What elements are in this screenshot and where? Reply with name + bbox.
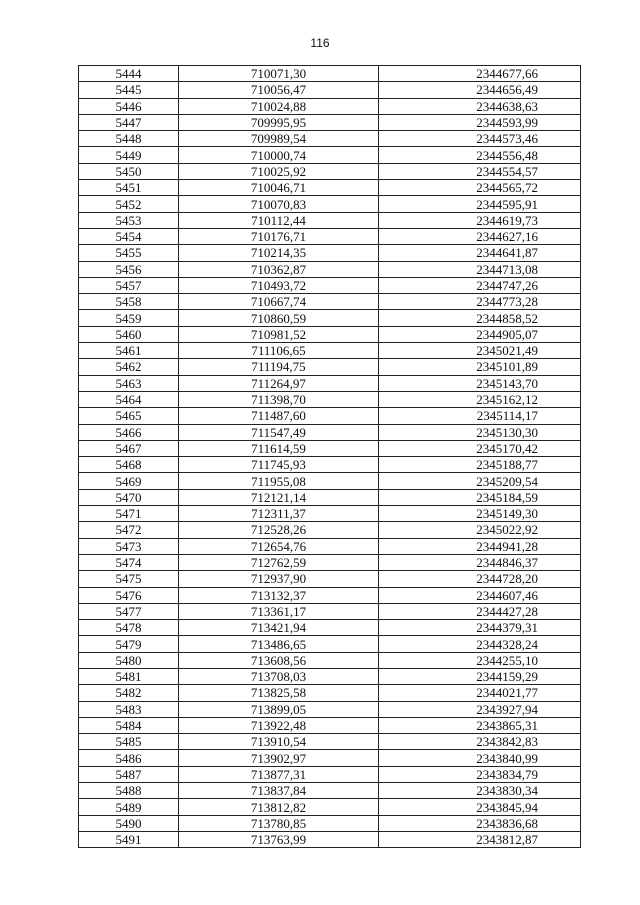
x-coordinate-cell: 712121,14 (179, 489, 379, 505)
x-coordinate-cell: 712654,76 (179, 538, 379, 554)
point-number-cell: 5461 (79, 343, 179, 359)
point-number-cell: 5462 (79, 359, 179, 375)
table-row (79, 98, 581, 114)
x-coordinate-cell: 711487,60 (179, 408, 379, 424)
x-coordinate-cell: 713763,99 (179, 831, 379, 847)
x-coordinate-cell: 713837,84 (179, 783, 379, 799)
y-coordinate-cell: 2345184,59 (379, 489, 581, 505)
point-number-cell: 5467 (79, 440, 179, 456)
point-number-cell: 5447 (79, 114, 179, 130)
x-coordinate-cell: 710070,83 (179, 196, 379, 212)
point-number-cell: 5487 (79, 766, 179, 782)
y-coordinate-cell: 2344427,28 (379, 603, 581, 619)
x-coordinate-cell: 709989,54 (179, 131, 379, 147)
point-number-cell: 5451 (79, 180, 179, 196)
point-number-cell: 5477 (79, 603, 179, 619)
point-number-cell: 5472 (79, 522, 179, 538)
y-coordinate-cell: 2345188,77 (379, 457, 581, 473)
x-coordinate-cell: 711398,70 (179, 391, 379, 407)
point-number-cell: 5478 (79, 620, 179, 636)
x-coordinate-cell: 710981,52 (179, 326, 379, 342)
y-coordinate-cell: 2345130,30 (379, 424, 581, 440)
table-row (79, 163, 581, 179)
y-coordinate-cell: 2343836,68 (379, 815, 581, 831)
point-number-cell: 5463 (79, 375, 179, 391)
table-row (79, 277, 581, 293)
x-coordinate-cell: 713899,05 (179, 701, 379, 717)
y-coordinate-cell: 2345143,70 (379, 375, 581, 391)
x-coordinate-cell: 711106,65 (179, 343, 379, 359)
point-number-cell: 5460 (79, 326, 179, 342)
y-coordinate-cell: 2343834,79 (379, 766, 581, 782)
point-number-cell: 5470 (79, 489, 179, 505)
point-number-cell: 5468 (79, 457, 179, 473)
table-row (79, 620, 581, 636)
x-coordinate-cell: 710214,35 (179, 245, 379, 261)
point-number-cell: 5491 (79, 831, 179, 847)
table-row (79, 783, 581, 799)
table-row (79, 457, 581, 473)
y-coordinate-cell: 2344656,49 (379, 82, 581, 98)
point-number-cell: 5474 (79, 554, 179, 570)
table-row (79, 489, 581, 505)
x-coordinate-cell: 710000,74 (179, 147, 379, 163)
x-coordinate-cell: 710112,44 (179, 212, 379, 228)
point-number-cell: 5469 (79, 473, 179, 489)
point-number-cell: 5458 (79, 294, 179, 310)
table-row (79, 294, 581, 310)
point-number-cell: 5444 (79, 66, 179, 82)
x-coordinate-cell: 710024,88 (179, 98, 379, 114)
table-row (79, 424, 581, 440)
y-coordinate-cell: 2343865,31 (379, 717, 581, 733)
x-coordinate-cell: 711194,75 (179, 359, 379, 375)
point-number-cell: 5449 (79, 147, 179, 163)
y-coordinate-cell: 2344619,73 (379, 212, 581, 228)
y-coordinate-cell: 2344255,10 (379, 652, 581, 668)
y-coordinate-cell: 2345021,49 (379, 343, 581, 359)
point-number-cell: 5453 (79, 212, 179, 228)
table-row (79, 554, 581, 570)
point-number-cell: 5479 (79, 636, 179, 652)
table-row (79, 685, 581, 701)
y-coordinate-cell: 2344379,31 (379, 620, 581, 636)
x-coordinate-cell: 713361,17 (179, 603, 379, 619)
x-coordinate-cell: 711745,93 (179, 457, 379, 473)
x-coordinate-cell: 713421,94 (179, 620, 379, 636)
x-coordinate-cell: 712937,90 (179, 571, 379, 587)
table-row (79, 82, 581, 98)
y-coordinate-cell: 2345170,42 (379, 440, 581, 456)
table-row (79, 326, 581, 342)
y-coordinate-cell: 2343842,83 (379, 734, 581, 750)
table-row (79, 245, 581, 261)
x-coordinate-cell: 713812,82 (179, 799, 379, 815)
point-number-cell: 5464 (79, 391, 179, 407)
x-coordinate-cell: 712311,37 (179, 506, 379, 522)
table-row (79, 310, 581, 326)
x-coordinate-cell: 713902,97 (179, 750, 379, 766)
y-coordinate-cell: 2344627,16 (379, 228, 581, 244)
table-row (79, 766, 581, 782)
point-number-cell: 5481 (79, 668, 179, 684)
x-coordinate-cell: 711955,08 (179, 473, 379, 489)
point-number-cell: 5490 (79, 815, 179, 831)
x-coordinate-cell: 709995,95 (179, 114, 379, 130)
coordinates-table (78, 65, 581, 848)
table-row (79, 717, 581, 733)
y-coordinate-cell: 2344858,52 (379, 310, 581, 326)
y-coordinate-cell: 2344747,26 (379, 277, 581, 293)
point-number-cell: 5466 (79, 424, 179, 440)
x-coordinate-cell: 710056,47 (179, 82, 379, 98)
point-number-cell: 5455 (79, 245, 179, 261)
y-coordinate-cell: 2344641,87 (379, 245, 581, 261)
y-coordinate-cell: 2344607,46 (379, 587, 581, 603)
x-coordinate-cell: 712762,59 (179, 554, 379, 570)
y-coordinate-cell: 2343927,94 (379, 701, 581, 717)
table-row (79, 131, 581, 147)
y-coordinate-cell: 2344021,77 (379, 685, 581, 701)
point-number-cell: 5489 (79, 799, 179, 815)
x-coordinate-cell: 710860,59 (179, 310, 379, 326)
table-row (79, 391, 581, 407)
x-coordinate-cell: 710025,92 (179, 163, 379, 179)
point-number-cell: 5445 (79, 82, 179, 98)
table-row (79, 114, 581, 130)
table-row (79, 408, 581, 424)
table-row (79, 636, 581, 652)
table-row (79, 375, 581, 391)
point-number-cell: 5473 (79, 538, 179, 554)
y-coordinate-cell: 2344328,24 (379, 636, 581, 652)
y-coordinate-cell: 2345022,92 (379, 522, 581, 538)
y-coordinate-cell: 2344595,91 (379, 196, 581, 212)
point-number-cell: 5482 (79, 685, 179, 701)
x-coordinate-cell: 710071,30 (179, 66, 379, 82)
y-coordinate-cell: 2345162,12 (379, 391, 581, 407)
y-coordinate-cell: 2344638,63 (379, 98, 581, 114)
y-coordinate-cell: 2344941,28 (379, 538, 581, 554)
table-row (79, 799, 581, 815)
y-coordinate-cell: 2344593,99 (379, 114, 581, 130)
point-number-cell: 5448 (79, 131, 179, 147)
point-number-cell: 5456 (79, 261, 179, 277)
table-row (79, 196, 581, 212)
table-row (79, 603, 581, 619)
y-coordinate-cell: 2343840,99 (379, 750, 581, 766)
point-number-cell: 5480 (79, 652, 179, 668)
point-number-cell: 5488 (79, 783, 179, 799)
table-row (79, 701, 581, 717)
point-number-cell: 5450 (79, 163, 179, 179)
x-coordinate-cell: 713132,37 (179, 587, 379, 603)
table-row (79, 343, 581, 359)
y-coordinate-cell: 2343812,87 (379, 831, 581, 847)
y-coordinate-cell: 2344573,46 (379, 131, 581, 147)
table-row (79, 261, 581, 277)
x-coordinate-cell: 710046,71 (179, 180, 379, 196)
x-coordinate-cell: 710667,74 (179, 294, 379, 310)
table-row (79, 652, 581, 668)
table-row (79, 359, 581, 375)
y-coordinate-cell: 2344556,48 (379, 147, 581, 163)
point-number-cell: 5471 (79, 506, 179, 522)
y-coordinate-cell: 2343830,34 (379, 783, 581, 799)
x-coordinate-cell: 710362,87 (179, 261, 379, 277)
table-row (79, 66, 581, 82)
x-coordinate-cell: 711547,49 (179, 424, 379, 440)
y-coordinate-cell: 2344677,66 (379, 66, 581, 82)
y-coordinate-cell: 2345114,17 (379, 408, 581, 424)
x-coordinate-cell: 712528,26 (179, 522, 379, 538)
x-coordinate-cell: 713486,65 (179, 636, 379, 652)
y-coordinate-cell: 2344905,07 (379, 326, 581, 342)
y-coordinate-cell: 2344565,72 (379, 180, 581, 196)
point-number-cell: 5454 (79, 228, 179, 244)
coordinates-table-body (79, 66, 581, 848)
y-coordinate-cell: 2345209,54 (379, 473, 581, 489)
x-coordinate-cell: 710176,71 (179, 228, 379, 244)
table-row (79, 212, 581, 228)
point-number-cell: 5483 (79, 701, 179, 717)
table-row (79, 734, 581, 750)
table-row (79, 228, 581, 244)
y-coordinate-cell: 2344713,08 (379, 261, 581, 277)
table-row (79, 587, 581, 603)
x-coordinate-cell: 713922,48 (179, 717, 379, 733)
table-row (79, 506, 581, 522)
table-row (79, 571, 581, 587)
x-coordinate-cell: 710493,72 (179, 277, 379, 293)
x-coordinate-cell: 711264,97 (179, 375, 379, 391)
table-row (79, 815, 581, 831)
y-coordinate-cell: 2343845,94 (379, 799, 581, 815)
table-row (79, 440, 581, 456)
y-coordinate-cell: 2344846,37 (379, 554, 581, 570)
y-coordinate-cell: 2344728,20 (379, 571, 581, 587)
table-row (79, 668, 581, 684)
point-number-cell: 5476 (79, 587, 179, 603)
table-row (79, 522, 581, 538)
x-coordinate-cell: 713825,58 (179, 685, 379, 701)
x-coordinate-cell: 713910,54 (179, 734, 379, 750)
point-number-cell: 5485 (79, 734, 179, 750)
table-row (79, 473, 581, 489)
y-coordinate-cell: 2344159,29 (379, 668, 581, 684)
point-number-cell: 5457 (79, 277, 179, 293)
table-row (79, 750, 581, 766)
page-number: 116 (310, 36, 330, 50)
point-number-cell: 5465 (79, 408, 179, 424)
y-coordinate-cell: 2344773,28 (379, 294, 581, 310)
y-coordinate-cell: 2345101,89 (379, 359, 581, 375)
point-number-cell: 5484 (79, 717, 179, 733)
x-coordinate-cell: 713877,31 (179, 766, 379, 782)
table-row (79, 831, 581, 847)
point-number-cell: 5446 (79, 98, 179, 114)
table-row (79, 180, 581, 196)
table-row (79, 147, 581, 163)
y-coordinate-cell: 2345149,30 (379, 506, 581, 522)
point-number-cell: 5475 (79, 571, 179, 587)
point-number-cell: 5459 (79, 310, 179, 326)
x-coordinate-cell: 713708,03 (179, 668, 379, 684)
point-number-cell: 5486 (79, 750, 179, 766)
y-coordinate-cell: 2344554,57 (379, 163, 581, 179)
x-coordinate-cell: 711614,59 (179, 440, 379, 456)
x-coordinate-cell: 713608,56 (179, 652, 379, 668)
table-row (79, 538, 581, 554)
point-number-cell: 5452 (79, 196, 179, 212)
x-coordinate-cell: 713780,85 (179, 815, 379, 831)
